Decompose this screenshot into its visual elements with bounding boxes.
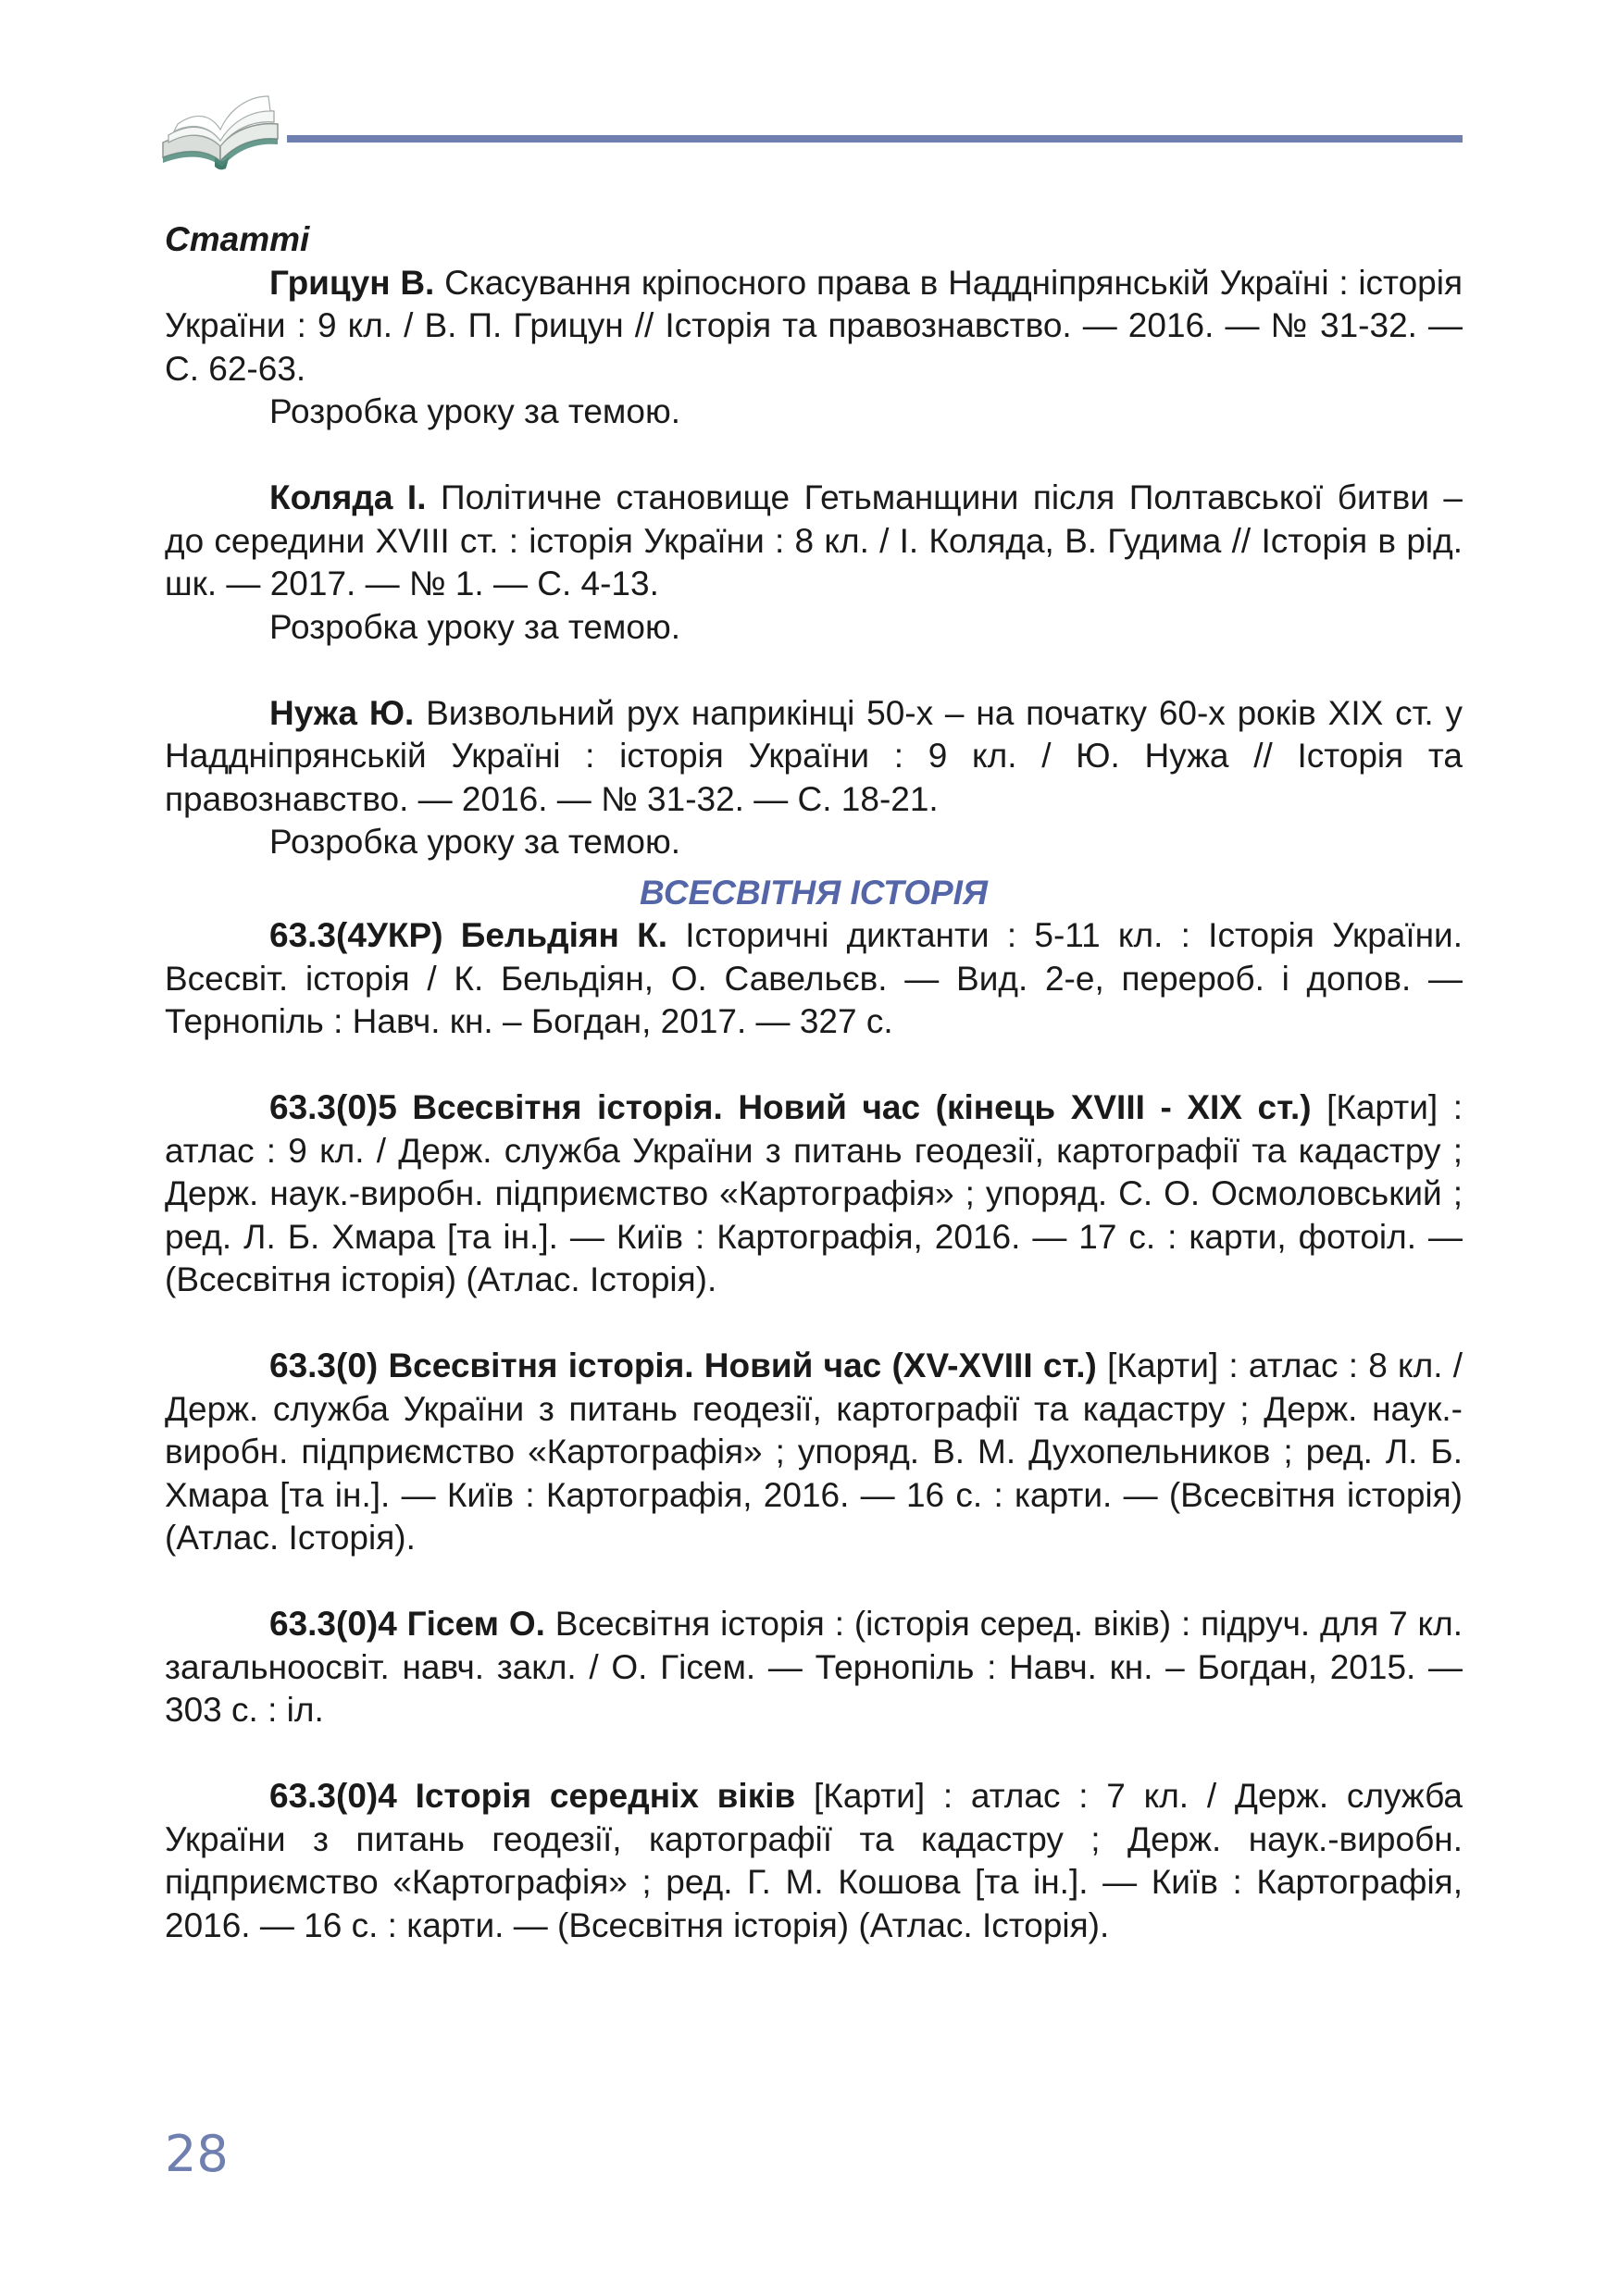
book-entry — [165, 914, 1463, 1044]
world-history-heading: ВСЕСВІТНЯ ІСТОРІЯ — [640, 873, 988, 912]
book-entry — [165, 1603, 1463, 1732]
section-title: Статті — [165, 220, 310, 258]
entry-text: Історичні диктанти : 5-11 кл. : Історія України. Всесвіт. історія / К. Бельдіян, О. Савельєв. — Вид. 2-е, перероб. і допов. — Тернопіль : Навч. кн. – Богдан, 2017. — 327 с. — [165, 916, 1463, 1040]
page-content — [165, 218, 1463, 1947]
entry-bold: 63.3(4УКР) Бельдіян К. — [269, 916, 667, 954]
entry-bold: 63.3(0) Всесвітня історія. Новий час (XV-XVIII ст.) — [269, 1347, 1097, 1384]
entry-note: Розробка уроку за темою. — [269, 823, 680, 861]
article-entry — [165, 692, 1463, 864]
book-entry — [165, 1345, 1463, 1560]
entry-bold: 63.3(0)4 Історія середніх віків — [269, 1777, 796, 1815]
entry-text: [Карти] : атлас : 8 кл. / Держ. служба України з питань геодезії, картографії та кадастру ; Держ. наук.-виробн. підприємство «Картографія» ; упоряд. В. М. Духопельников ; ред. Л. Б. Хмара [та ін.]. — Київ : Картографія, 2016. — 16 с. : карти. — (Всесвітня історія) (Атлас. Історія). — [165, 1347, 1463, 1557]
open-book-icon — [159, 78, 281, 170]
entry-text: Визвольний рух наприкінці 50-х – на початку 60-х років XIX ст. у Наддніпрянській Україні : історія України : 9 кл. / Ю. Нужа // Історія та правознавство. — 2016. — № 31-32. — С. 18-21. — [165, 693, 1463, 818]
header-rule — [287, 135, 1463, 143]
article-entry — [165, 262, 1463, 434]
entry-author: Грицун В. — [269, 263, 435, 302]
book-entry — [165, 1775, 1463, 1947]
entry-text: [Карти] : атлас : 9 кл. / Держ. служба України з питань геодезії, картографії та кадастру ; Держ. наук.-виробн. підприємство «Картографія» ; упоряд. С. О. Осмоловський ; ред. Л. Б. Хмара [та ін.]. — Київ : Картографія, 2016. — 17 с. : карти, фотоіл. — (Всесвітня історія) (Атлас. Історія). — [165, 1088, 1463, 1298]
entry-author: Коляда І. — [269, 478, 427, 516]
entry-text: Політичне становище Гетьманщини після Полтавської битви – до середини XVIII ст. : історія України : 8 кл. / І. Коляда, В. Гудима // Історія в рід. шк. — 2017. — № 1. — С. 4-13. — [165, 478, 1463, 602]
entry-note: Розробка уроку за темою. — [269, 607, 680, 646]
entry-text: Скасування кріпосного права в Наддніпрянській Україні : історія України : 9 кл. / В. П. Грицун // Історія та правознавство. — 2016. — № 31-32. — С. 62-63. — [165, 263, 1463, 388]
entry-bold: 63.3(0)4 Гісем О. — [269, 1605, 545, 1643]
entry-author: Нужа Ю. — [269, 693, 415, 732]
entry-text: [Карти] : атлас : 7 кл. / Держ. служба України з питань геодезії, картографії та кадастру ; Держ. наук.-виробн. підприємство «Картографія» ; ред. Г. М. Кошова [та ін.]. — Київ : Картографія, 2016. — 16 с. : карти. — (Всесвітня історія) (Атлас. Історія). — [165, 1777, 1463, 1944]
entry-bold: 63.3(0)5 Всесвітня історія. Новий час (кінець XVIII - XIX ст.) — [269, 1088, 1312, 1126]
entry-note: Розробка уроку за темою. — [269, 392, 680, 430]
article-entry — [165, 477, 1463, 649]
book-entry — [165, 1086, 1463, 1302]
page-number: 28 — [165, 2125, 229, 2183]
entry-text: Всесвітня історія : (історія серед. віків) : підруч. для 7 кл. загальноосвіт. навч. закл. / О. Гісем. — Тернопіль : Навч. кн. – Богдан, 2015. — 303 с. : іл. — [165, 1605, 1463, 1729]
